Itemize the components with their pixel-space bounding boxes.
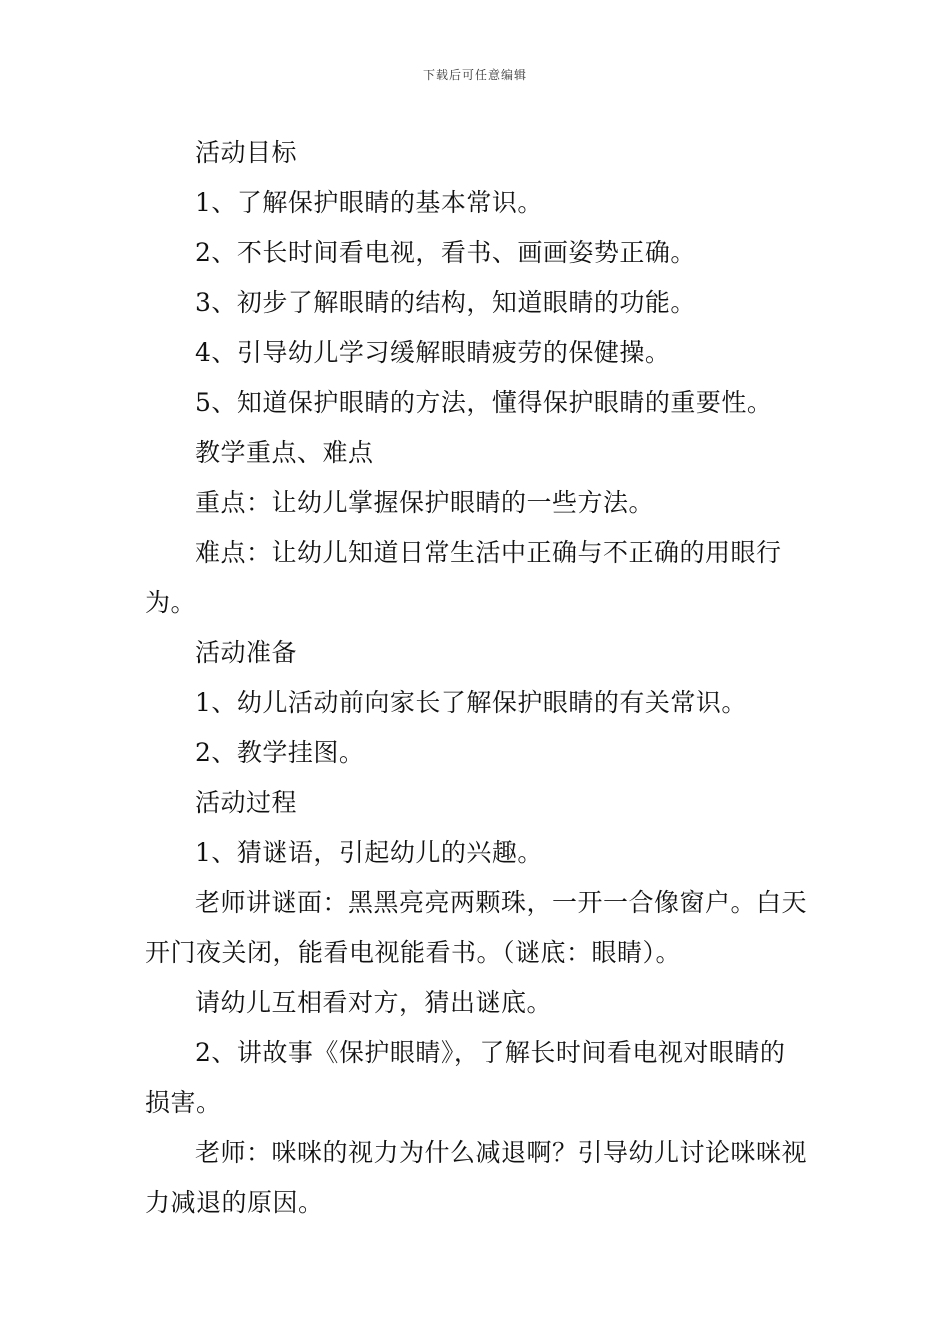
teacher-question: 老师：咪咪的视力为什么减退啊？引导幼儿讨论咪咪视力减退的原因。 — [145, 1138, 808, 1217]
section-heading-activity-goals: 活动目标 — [195, 138, 298, 167]
process-step-2: 2、讲故事《保护眼睛》，了解长时间看电视对眼睛的损害。 — [145, 1038, 786, 1117]
riddle-text: 老师讲谜面：黑黑亮亮两颗珠，一开一合像窗户。白天开门夜关闭，能看电视能看书。（谜底：眼睛）。 — [145, 888, 808, 967]
goal-item-3: 3、初步了解眼睛的结构，知道眼睛的功能。 — [195, 288, 696, 317]
process-step-1: 1、猜谜语，引起幼儿的兴趣。 — [195, 838, 543, 867]
difficult-point: 难点：让幼儿知道日常生活中正确与不正确的用眼行为。 — [145, 538, 782, 617]
goal-item-5: 5、知道保护眼睛的方法，懂得保护眼睛的重要性。 — [195, 388, 773, 417]
goal-item-2: 2、不长时间看电视，看书、画画姿势正确。 — [195, 238, 696, 267]
section-heading-process: 活动过程 — [195, 788, 298, 817]
section-heading-preparation: 活动准备 — [195, 638, 298, 667]
preparation-item-1: 1、幼儿活动前向家长了解保护眼睛的有关常识。 — [195, 688, 747, 717]
goal-item-4: 4、引导幼儿学习缓解眼睛疲劳的保健操。 — [195, 338, 671, 367]
riddle-instruction: 请幼儿互相看对方，猜出谜底。 — [195, 988, 553, 1017]
header-note: 下载后可任意编辑 — [422, 68, 527, 82]
goal-item-1: 1、了解保护眼睛的基本常识。 — [195, 188, 543, 217]
document-body — [145, 128, 810, 1228]
key-point: 重点：让幼儿掌握保护眼睛的一些方法。 — [195, 488, 655, 517]
preparation-item-2: 2、教学挂图。 — [195, 738, 365, 767]
section-heading-key-points: 教学重点、难点 — [195, 438, 374, 467]
